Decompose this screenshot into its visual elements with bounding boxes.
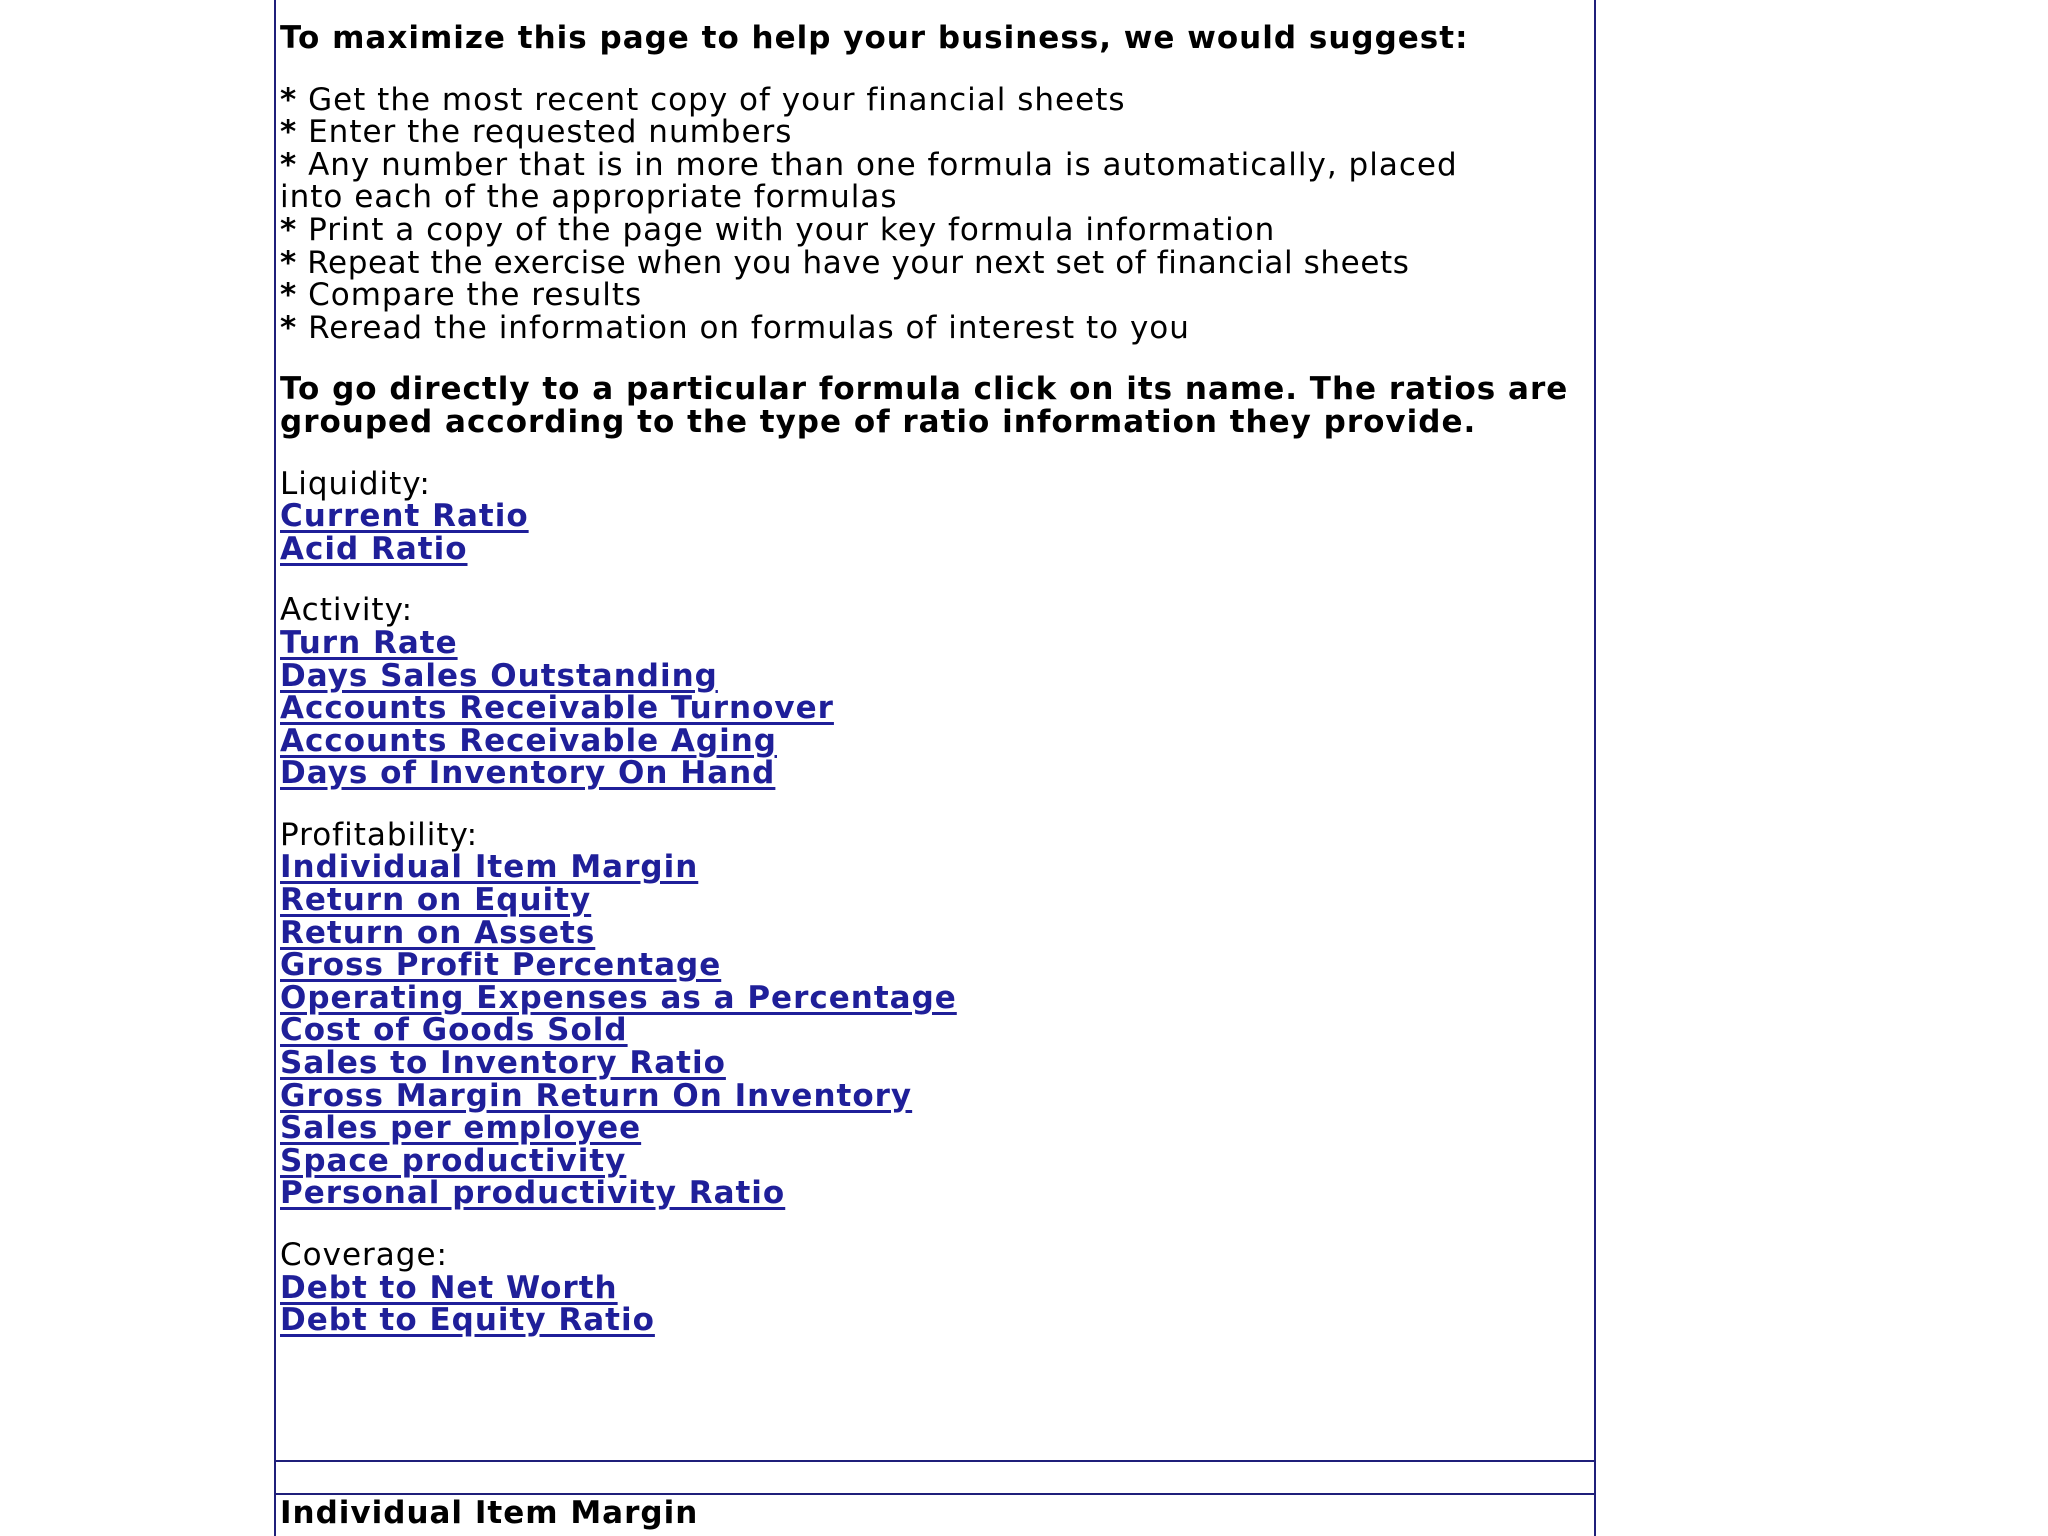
spacer	[280, 55, 1600, 84]
formula-link-accounts-receivable-aging[interactable]: Accounts Receivable Aging	[280, 722, 777, 759]
link-list-coverage	[280, 1269, 1600, 1339]
formula-link-days-sales-outstanding[interactable]: Days Sales Outstanding	[280, 657, 718, 694]
link-list-activity	[280, 624, 1600, 792]
group-heading-liquidity: Liquidity:	[280, 465, 431, 502]
suggestion-item	[280, 211, 1600, 248]
bullet-icon: *	[280, 277, 298, 314]
suggestion-item	[280, 309, 1600, 346]
bullet-icon: *	[280, 309, 298, 346]
directions-text: To go directly to a particular formula click on its name. The ratios are grouped according to the type of ratio information they provide.	[280, 371, 1569, 440]
main-content	[280, 22, 1600, 1337]
suggestion-text: Any number that is in more than one formula is automatically, placed into each of the appropriate formulas	[280, 146, 1458, 216]
formula-link-space-productivity[interactable]: Space productivity	[280, 1142, 627, 1179]
suggestion-list	[280, 81, 1600, 346]
group-heading-coverage: Coverage:	[280, 1237, 448, 1273]
formula-link-turn-rate[interactable]: Turn Rate	[280, 624, 458, 661]
suggestion-text: Reread the information on formulas of interest to you	[308, 309, 1190, 346]
bullet-icon: *	[280, 211, 298, 248]
suggestion-text: Get the most recent copy of your financial sheets	[308, 81, 1126, 118]
suggestion-text: Compare the results	[308, 277, 643, 314]
group-heading-profitability: Profitability:	[280, 816, 479, 853]
suggestion-text: Enter the requested numbers	[308, 114, 793, 151]
formula-link-individual-item-margin[interactable]: Individual Item Margin	[280, 849, 699, 886]
suggestion-item	[280, 279, 1600, 312]
suggestion-item	[280, 244, 1600, 281]
suggestion-text: Print a copy of the page with your key formula information	[308, 211, 1276, 248]
link-list-profitability	[280, 851, 1600, 1210]
formula-link-return-on-equity[interactable]: Return on Equity	[280, 882, 592, 919]
formula-link-debt-to-equity-ratio[interactable]: Debt to Equity Ratio	[280, 1302, 655, 1339]
bullet-icon: *	[280, 146, 298, 183]
bullet-icon: *	[280, 81, 298, 118]
bullet-icon: *	[280, 244, 297, 281]
formula-link-acid-ratio[interactable]: Acid Ratio	[280, 530, 468, 567]
spacer	[280, 1210, 1600, 1239]
link-list-liquidity	[280, 500, 1600, 565]
formula-link-sales-per-employee[interactable]: Sales per employee	[280, 1110, 642, 1147]
section-divider	[274, 1460, 1596, 1462]
formula-link-days-of-inventory-on-hand[interactable]: Days of Inventory On Hand	[280, 755, 776, 792]
formula-link-debt-to-net-worth[interactable]: Debt to Net Worth	[280, 1269, 618, 1306]
intro-text: To maximize this page to help your business, we would suggest:	[280, 20, 1469, 56]
suggestion-text: Repeat the exercise when you have your next set of financial sheets	[307, 244, 1410, 281]
bullet-icon: *	[280, 114, 298, 151]
spacer	[280, 439, 1600, 468]
suggestion-item	[280, 146, 1530, 216]
spacer	[280, 790, 1600, 819]
formula-link-operating-expenses-percentage[interactable]: Operating Expenses as a Percentage	[280, 979, 957, 1016]
formula-link-current-ratio[interactable]: Current Ratio	[280, 498, 529, 535]
formula-link-personal-productivity-ratio[interactable]: Personal productivity Ratio	[280, 1175, 786, 1212]
spacer	[280, 344, 1600, 373]
formula-link-return-on-assets[interactable]: Return on Assets	[280, 914, 596, 951]
suggestion-item	[280, 81, 1600, 118]
formula-link-gross-margin-return-on-inventory[interactable]: Gross Margin Return On Inventory	[280, 1077, 913, 1114]
spacer	[280, 565, 1600, 594]
formula-link-accounts-receivable-turnover[interactable]: Accounts Receivable Turnover	[280, 690, 834, 727]
section-title: Individual Item Margin	[280, 1495, 699, 1531]
formula-link-sales-to-inventory-ratio[interactable]: Sales to Inventory Ratio	[280, 1045, 726, 1082]
suggestion-item	[280, 116, 1600, 149]
formula-link-cost-of-goods-sold[interactable]: Cost of Goods Sold	[280, 1012, 628, 1049]
formula-link-gross-profit-percentage[interactable]: Gross Profit Percentage	[280, 947, 722, 984]
group-heading-activity: Activity:	[280, 592, 414, 629]
